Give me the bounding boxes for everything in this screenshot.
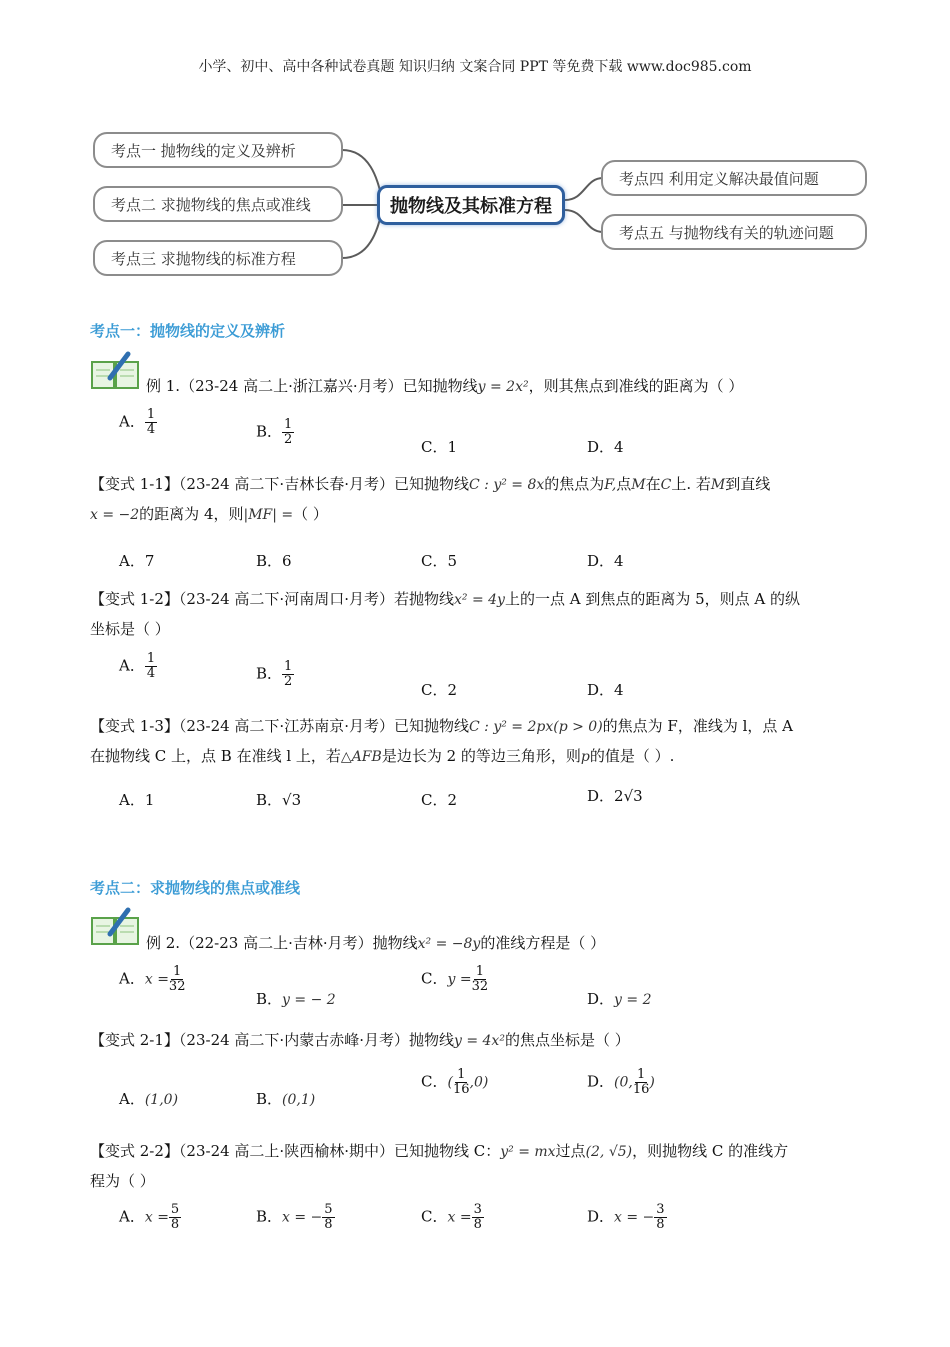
mindmap-node-2: 考点二 求抛物线的焦点或准线 [93, 186, 343, 222]
v22-option-c: C．x = $\frac{3}{8}$ [421, 1202, 482, 1232]
q1-tail: ，则其焦点到准线的距离为（ ） [528, 377, 744, 395]
v11-option-d: D．4 [587, 552, 624, 570]
v12-option-d: D．4 [587, 681, 624, 699]
v21-option-c: C．( $\frac{1}{16}$ ,0) [421, 1067, 489, 1097]
mindmap-node-1: 考点一 抛物线的定义及辨析 [93, 132, 343, 168]
v11-option-a: A．7 [119, 552, 155, 570]
mindmap-node-3: 考点三 求抛物线的标准方程 [93, 240, 343, 276]
q1-lead: 例 1.（23-24 高二上·浙江嘉兴·月考）已知抛物线 [146, 377, 478, 395]
section-title-1: 考点一：抛物线的定义及辨析 [90, 322, 286, 340]
v13-option-d: D．2√3 [587, 787, 643, 805]
v13-option-a: A．1 [119, 791, 155, 809]
v12-option-b: B． $\frac{1}{2}$ [256, 659, 293, 689]
v21-option-d: D．(0, $\frac{1}{16}$ ) [587, 1067, 655, 1097]
v22-option-a: A．x = $\frac{5}{8}$ [119, 1202, 180, 1232]
q2-option-b: B．y = − 2 [256, 990, 336, 1008]
page-header: 小学、初中、高中各种试卷真题 知识归纳 文案合同 PPT 等免费下载 www.doc985.com [198, 59, 752, 75]
q2-stem: 例 2.（22-23 高二上·吉林·月考）抛物线x² = −8y的准线方程是（ ） [146, 934, 606, 952]
mindmap-center: 抛物线及其标准方程 [377, 185, 565, 225]
section-title-2: 考点二：求抛物线的焦点或准线 [90, 879, 301, 897]
q2-option-a: A．x = $\frac{1}{32}$ [119, 964, 186, 994]
v12-option-a: A． $\frac{1}{4}$ [119, 651, 156, 681]
v22-option-d: D．x = − $\frac{3}{8}$ [587, 1202, 665, 1232]
v13-option-b: B．√3 [256, 791, 302, 809]
q1-option-d: D．4 [587, 438, 624, 456]
q2-option-c: C．y = $\frac{1}{32}$ [421, 964, 489, 994]
q1-formula: y = 2x² [477, 379, 529, 395]
v13-stem: 【变式 1-3】（23-24 高二下·江苏南京·月考）已知抛物线C : y² = 2px(p > 0)的焦点为 F，准线为 l，点 A 在抛物线 C 上，点 B 在准线 l 上，若△AFB是边长为 2 的等边三角形，则p的值是（ ）. [90, 717, 793, 765]
book-icon [90, 906, 142, 946]
v11-stem: 【变式 1-1】（23-24 高二下·吉林长春·月考）已知抛物线C : y² = 8x的焦点为F,点M在C上. 若M到直线 x = −2的距离为 4，则|MF| =（ ） [90, 475, 771, 523]
v12-option-c: C．2 [421, 681, 458, 699]
v21-option-b: B．(0,1) [256, 1090, 316, 1108]
v21-stem: 【变式 2-1】（23-24 高二下·内蒙古赤峰·月考）抛物线y = 4x²的焦点坐标是（ ） [90, 1031, 630, 1049]
q2-option-d: D．y = 2 [587, 990, 652, 1008]
mindmap-node-5: 考点五 与抛物线有关的轨迹问题 [601, 214, 867, 250]
v13-option-c: C．2 [421, 791, 458, 809]
v11-option-b: B．6 [256, 552, 292, 570]
v12-stem: 【变式 1-2】（23-24 高二下·河南周口·月考）若抛物线x² = 4y上的一点 A 到焦点的距离为 5，则点 A 的纵 坐标是（ ） [90, 590, 801, 638]
v11-option-c: C．5 [421, 552, 458, 570]
q1-option-a: A． $\frac{1}{4}$ [119, 407, 156, 437]
mindmap-node-4: 考点四 利用定义解决最值问题 [601, 160, 867, 196]
v21-option-a: A．(1,0) [119, 1090, 179, 1108]
q1-option-c: C．1 [421, 438, 458, 456]
v22-option-b: B．x = − $\frac{5}{8}$ [256, 1202, 333, 1232]
q1-stem [146, 372, 866, 402]
q1-option-b: B． $\frac{1}{2}$ [256, 417, 293, 447]
book-icon [90, 350, 142, 390]
v22-stem: 【变式 2-2】（23-24 高二上·陕西榆林·期中）已知抛物线 C：y² = mx过点(2, √5)，则抛物线 C 的准线方 程为（ ） [90, 1142, 789, 1190]
